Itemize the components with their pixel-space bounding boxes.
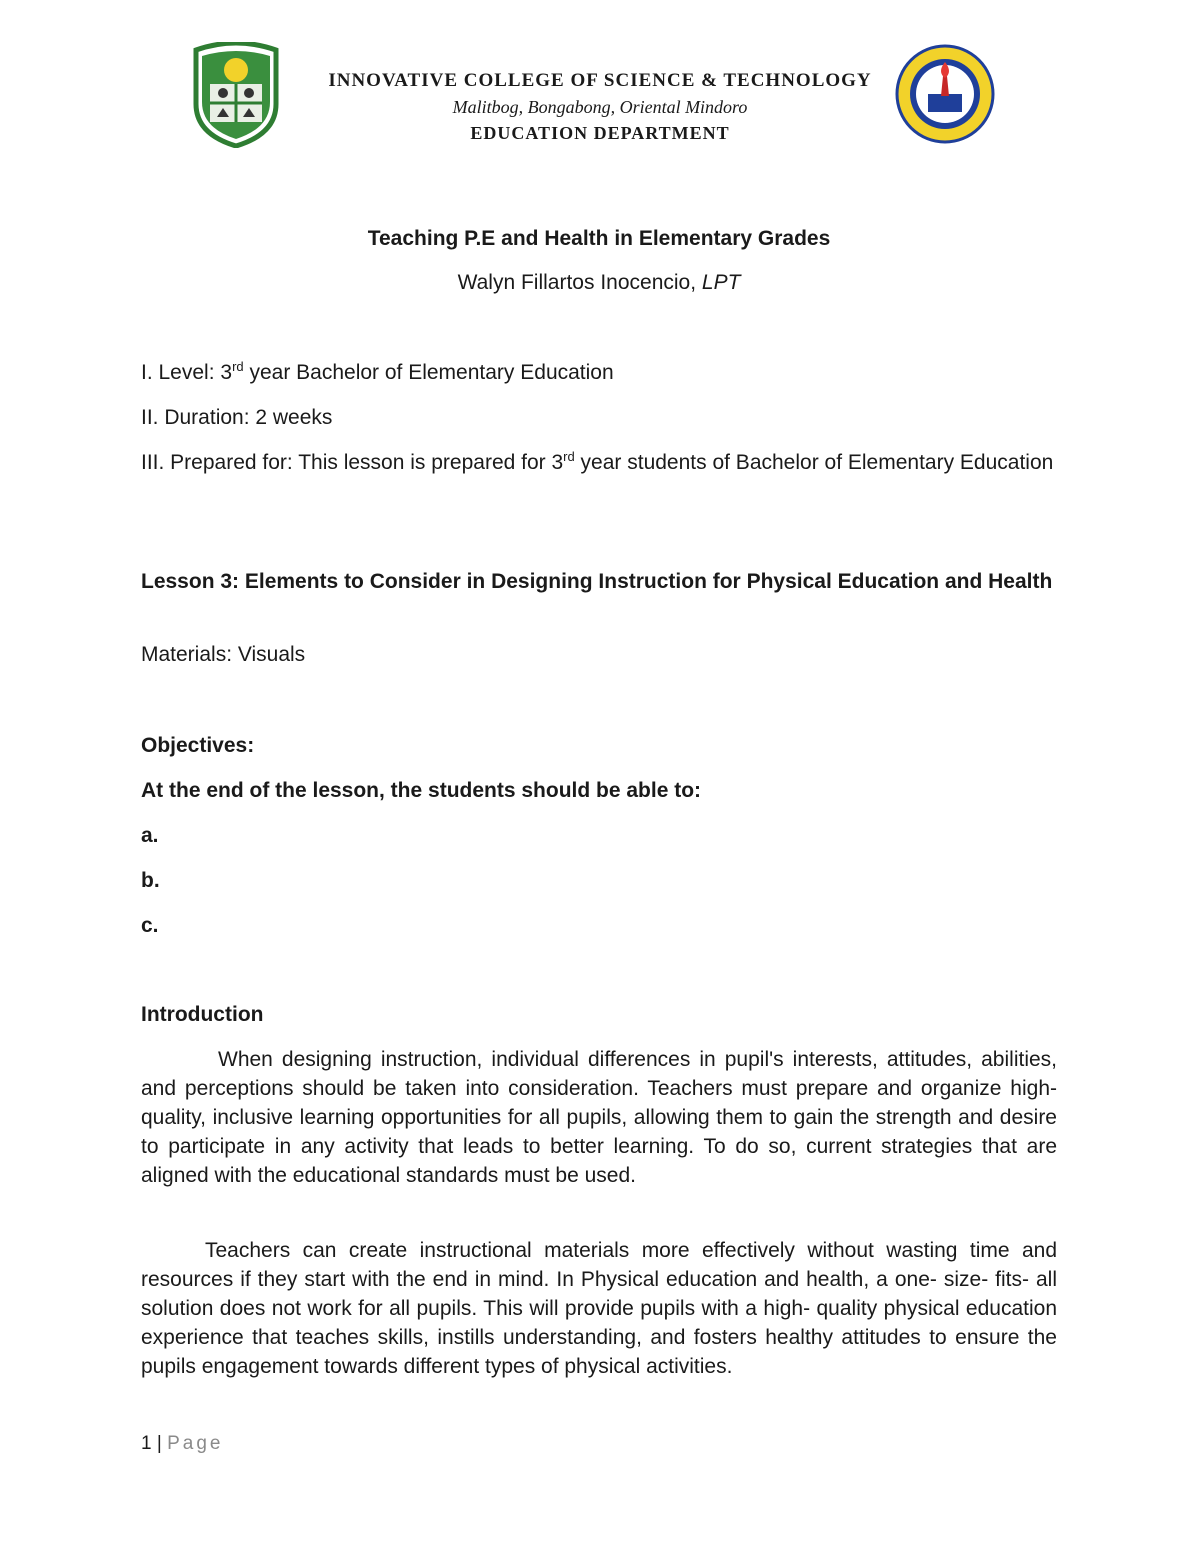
author-line [141,268,1057,297]
duration-line: II. Duration: 2 weeks [141,406,333,429]
level-suffix: year Bachelor of Elementary Education [243,361,614,384]
objective-item: a. [141,824,159,847]
author-name: Walyn Fillartos Inocencio, [457,271,702,294]
objectives-lead: At the end of the lesson, the students should be able to: [141,779,702,802]
objective-item: c. [141,914,159,937]
prepared-superscript: rd [563,449,575,464]
page-footer [141,1433,223,1455]
level-line [141,358,1057,387]
objectives-heading: Objectives: [141,734,255,757]
objective-item: b. [141,869,160,892]
lesson-title: Lesson 3: Elements to Consider in Designing Instruction for Physical Education and Health [141,570,1053,593]
prepared-for-line [141,448,1057,477]
prepared-prefix: III. Prepared for: This lesson is prepared for 3 [141,451,564,474]
level-superscript: rd [232,359,244,374]
department-name: EDUCATION DEPARTMENT [470,123,730,143]
college-address: Malitbog, Bongabong, Oriental Mindoro [452,97,748,117]
college-name: INNOVATIVE COLLEGE OF SCIENCE & TECHNOLOGY [328,70,872,91]
page-label: Page [167,1433,224,1454]
author-credential: LPT [701,271,741,294]
education-seal-logo [895,44,995,144]
page-number: 1 [141,1433,152,1454]
course-title: Teaching P.E and Health in Elementary Grades [367,227,831,250]
introduction-paragraph-1: When designing instruction, individual differences in pupil's interests, attitudes, abilities, and perceptions should be taken into consideration. Teachers must prepare and organize high- quality, inclusive learning opportunities for all pupils, allowing them to gain the strength and desire to participate in any activity that leads to better learning. To do so, current strategies that are aligned with the educational standards must be used. [141,1048,1057,1187]
materials-line: Materials: Visuals [141,643,306,666]
footer-separator: | [151,1433,168,1454]
document-header [300,68,900,146]
introduction-paragraph-2: Teachers can create instructional materials more effectively without wasting time and resources if they start with the end in mind. In Physical education and health, a one- size- fits- all solution does not work for all pupils. This will provide pupils with a high- quality physical education experience that teaches skills, instills understanding, and fosters healthy attitudes to ensure the pupils engagement towards different types of physical activities. [141,1239,1057,1378]
introduction-heading: Introduction [141,1003,264,1026]
level-prefix: I. Level: 3 [141,361,233,384]
prepared-suffix: year students of Bachelor of Elementary Education [574,451,1054,474]
college-seal-logo [190,42,282,148]
